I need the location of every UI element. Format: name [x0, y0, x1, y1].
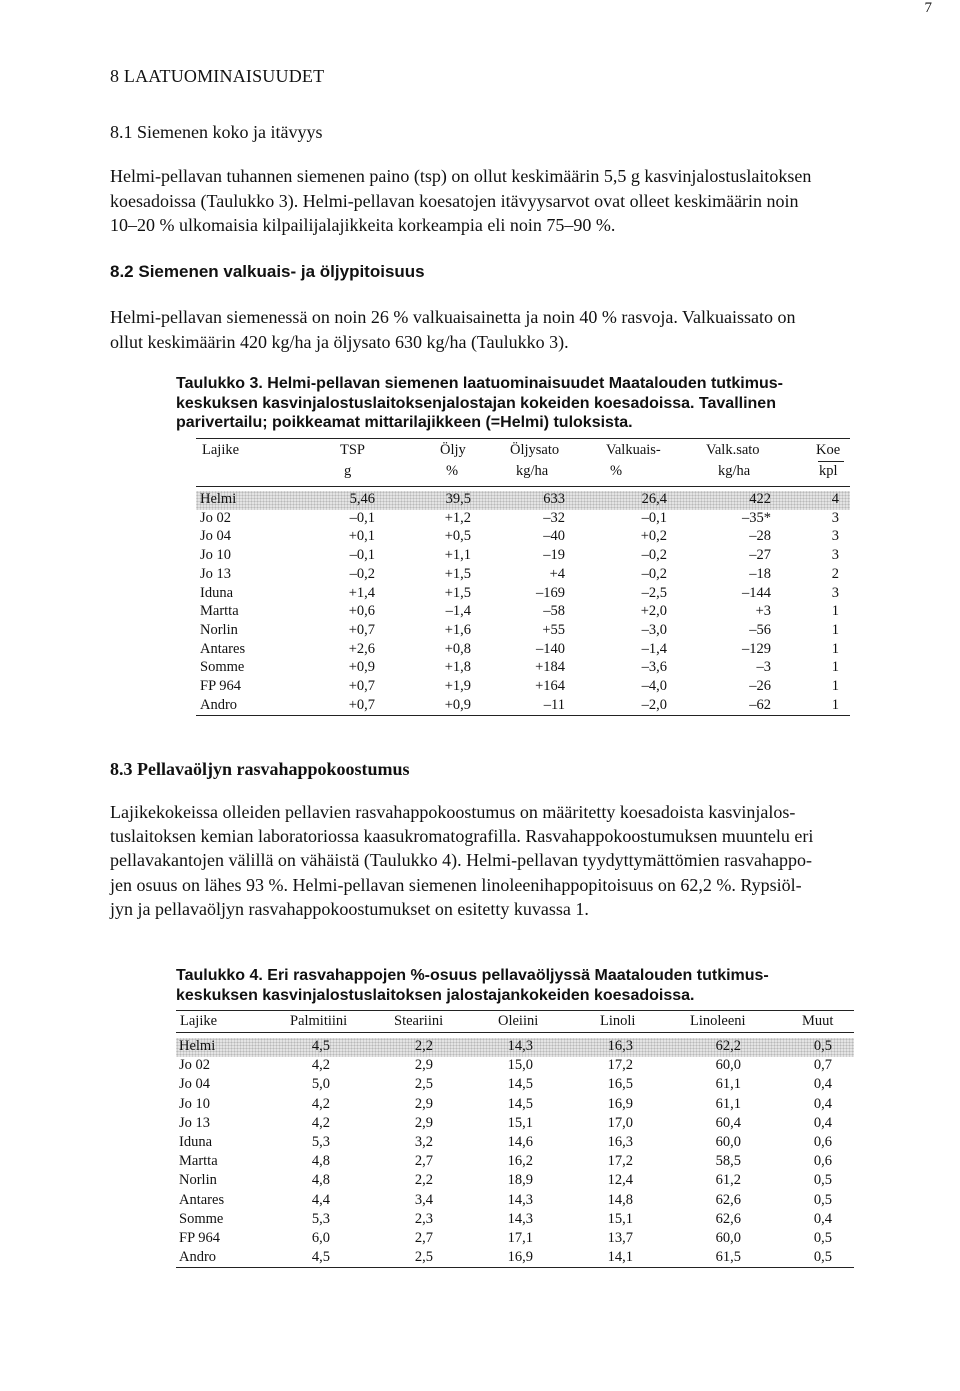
row-label-cell: Jo 10 — [179, 1095, 211, 1112]
value-cell: 14,6 — [507, 1134, 533, 1150]
paragraph-line: jyn ja pellavaöljyn rasvahappokoostumukset on esitetty kuvassa 1. — [110, 898, 589, 919]
value-cell: +0,2 — [640, 528, 667, 545]
value-cell: –1,4 — [641, 640, 667, 657]
row-label-cell: Helmi — [200, 491, 237, 507]
table-bottom-rule — [176, 1267, 854, 1268]
value-cell: 60,4 — [715, 1114, 741, 1131]
value-cell: –26 — [749, 678, 771, 694]
value-cell: 14,3 — [507, 1210, 533, 1227]
value-cell: 61,2 — [715, 1172, 741, 1189]
value-cell: –62 — [749, 696, 771, 713]
value-cell: 0,5 — [813, 1172, 832, 1189]
value-cell: –19 — [543, 547, 565, 564]
table-header-rule — [196, 486, 850, 487]
paragraph-line: pellavakantojen välillä on vähäistä (Taulukko 4). Helmi-pellavan tyydyttymättömien rasvahappo- — [110, 850, 813, 871]
paragraph-line: 10–20 % ulkomaisia kilpailijalajikkeita korkeampia eli noin 75–90 %. — [110, 215, 616, 235]
value-cell: –3 — [756, 659, 771, 676]
value-cell: 3 — [831, 547, 839, 564]
value-cell: 5,3 — [311, 1134, 330, 1150]
value-cell: –35* — [742, 509, 771, 526]
unit-cell: g — [344, 463, 352, 479]
value-cell: 14,5 — [507, 1095, 533, 1112]
value-cell: 2,2 — [414, 1038, 433, 1054]
value-cell: +2,6 — [348, 640, 375, 657]
value-cell: 62,6 — [715, 1191, 741, 1208]
value-cell: 1 — [831, 659, 839, 676]
table-row — [176, 1230, 854, 1249]
section-8-2-paragraph — [110, 305, 940, 354]
value-cell: 4,5 — [311, 1038, 330, 1054]
value-cell: 4,4 — [311, 1191, 330, 1208]
row-label-cell: Somme — [200, 659, 245, 676]
value-cell: –2,5 — [641, 584, 667, 601]
row-label-cell: Antares — [179, 1191, 225, 1208]
value-cell: 60,0 — [715, 1057, 741, 1074]
value-cell: +0,8 — [444, 640, 471, 657]
row-label-cell: Norlin — [179, 1172, 217, 1189]
value-cell: +0,7 — [348, 621, 375, 638]
value-cell: 3 — [831, 509, 839, 526]
value-cell: 14,1 — [607, 1249, 633, 1266]
value-cell: 0,5 — [813, 1230, 832, 1246]
value-cell: 58,5 — [715, 1153, 741, 1170]
unit-cell: kpl — [819, 463, 838, 479]
unit-cell: % — [446, 463, 459, 479]
table-4 — [176, 1008, 854, 1270]
row-label-cell: Somme — [179, 1210, 224, 1227]
value-cell: 15,1 — [507, 1114, 533, 1131]
value-cell: 17,0 — [607, 1114, 633, 1131]
value-cell: 17,2 — [607, 1153, 633, 1170]
value-cell: 2,5 — [414, 1249, 433, 1266]
value-cell: 39,5 — [445, 491, 471, 507]
value-cell: 4,2 — [311, 1095, 330, 1112]
value-cell: –27 — [749, 547, 771, 564]
value-cell: –11 — [543, 696, 565, 713]
value-cell: 1 — [831, 640, 839, 657]
row-label-cell: Iduna — [179, 1134, 213, 1150]
value-cell: 4,8 — [311, 1153, 330, 1170]
value-cell: +1,4 — [348, 584, 375, 601]
value-cell: 5,46 — [349, 491, 375, 507]
table-header-row — [196, 442, 850, 460]
row-label-cell: Jo 04 — [179, 1076, 211, 1093]
table-row — [196, 641, 850, 660]
value-cell: 2,5 — [414, 1076, 433, 1093]
header-cell: TSP — [340, 442, 365, 458]
value-cell: 0,5 — [813, 1038, 832, 1054]
value-cell: 0,4 — [813, 1210, 832, 1227]
value-cell: 14,3 — [507, 1038, 533, 1054]
table-row — [176, 1211, 854, 1230]
caption-line: keskuksen kasvinjalostuslaitoksen jalostajankokeiden koesadoissa. — [176, 986, 695, 1004]
row-label-cell: Antares — [200, 640, 246, 657]
header-cell: Palmitiini — [290, 1013, 348, 1029]
value-cell: 1 — [831, 621, 839, 638]
table-row — [196, 622, 850, 641]
value-cell: 633 — [543, 491, 565, 507]
header-cell: Lajike — [202, 442, 240, 458]
value-cell: 3 — [831, 528, 839, 545]
value-cell: +2,0 — [640, 603, 667, 620]
value-cell: –0,1 — [349, 509, 375, 526]
value-cell: 15,0 — [507, 1057, 533, 1074]
value-cell: 2,3 — [414, 1210, 433, 1227]
table-row — [176, 1038, 854, 1057]
value-cell: 14,3 — [507, 1191, 533, 1208]
header-cell: Muut — [802, 1013, 834, 1029]
value-cell: 2,9 — [414, 1057, 433, 1074]
table-row — [196, 697, 850, 716]
value-cell: 60,0 — [715, 1134, 741, 1150]
header-cell: Oleiini — [498, 1013, 539, 1029]
section-8-3-paragraph — [110, 800, 940, 921]
value-cell: 5,3 — [311, 1210, 330, 1227]
value-cell: +0,9 — [348, 659, 375, 676]
table-row — [176, 1172, 854, 1191]
value-cell: 0,6 — [813, 1153, 832, 1170]
row-label-cell: Jo 02 — [200, 509, 232, 526]
table-row — [196, 528, 850, 547]
section-8-2-title: 8.2 Siemenen valkuais- ja öljypitoisuus — [110, 262, 425, 281]
value-cell: 14,8 — [607, 1191, 633, 1208]
value-cell: +3 — [755, 603, 771, 620]
value-cell: 2,9 — [414, 1114, 433, 1131]
value-cell: 12,4 — [607, 1172, 633, 1189]
paragraph-line: tuslaitoksen kemian laboratoriossa kaasukromatografilla. Rasvahappokoostumuksen muuntelu eri — [110, 826, 814, 847]
value-cell: +0,1 — [348, 528, 375, 545]
value-cell: –4,0 — [641, 678, 667, 694]
value-cell: –18 — [749, 565, 771, 582]
caption-line: keskuksen kasvinjalostuslaitoksenjalostajan kokeiden koesadoissa. Tavallinen — [176, 394, 776, 412]
value-cell: +4 — [549, 565, 565, 582]
header-cell: Öljy — [440, 442, 466, 458]
value-cell: 16,9 — [507, 1249, 533, 1266]
value-cell: 16,3 — [607, 1038, 633, 1054]
value-cell: 4,2 — [311, 1057, 330, 1074]
value-cell: 0,6 — [813, 1134, 832, 1150]
unit-cell: % — [610, 463, 623, 479]
value-cell: –0,2 — [641, 547, 667, 564]
value-cell: +0,7 — [348, 696, 375, 713]
table-row — [176, 1096, 854, 1115]
value-cell: –40 — [543, 528, 565, 545]
value-cell: 1 — [831, 696, 839, 713]
value-cell: 62,6 — [715, 1210, 741, 1227]
section-8-1-paragraph — [110, 164, 940, 238]
value-cell: +0,6 — [348, 603, 375, 620]
table-units-row — [196, 463, 850, 481]
table-row — [176, 1249, 854, 1268]
value-cell: 5,0 — [311, 1076, 330, 1093]
value-cell: 13,7 — [607, 1230, 633, 1246]
table-top-rule — [176, 1010, 854, 1011]
value-cell: 14,5 — [507, 1076, 533, 1093]
row-label-cell: Helmi — [179, 1038, 216, 1054]
value-cell: 16,3 — [607, 1134, 633, 1150]
value-cell: –0,1 — [349, 547, 375, 564]
chapter-heading: 8 LAATUOMINAISUUDET — [110, 66, 325, 86]
paragraph-line: Helmi-pellavan siemenessä on noin 26 % valkuaisainetta ja noin 40 % rasvoja. Valkuaissato on — [110, 307, 796, 327]
value-cell: 16,2 — [507, 1153, 533, 1170]
row-label-cell: Jo 13 — [200, 565, 232, 582]
value-cell: 0,4 — [813, 1114, 832, 1131]
value-cell: 61,5 — [715, 1249, 741, 1266]
row-label-cell: Jo 04 — [200, 528, 232, 545]
header-cell: Steariini — [394, 1013, 444, 1029]
header-cell: Valk.sato — [706, 442, 760, 458]
paragraph-line: jen osuus on lähes 93 %. Helmi-pellavan siemenen linoleenihappopitoisuus on 62,2 %. Rypsiöl- — [110, 874, 802, 895]
value-cell: +0,5 — [444, 528, 471, 545]
table-row — [196, 510, 850, 529]
value-cell: +1,5 — [444, 565, 471, 582]
paragraph-line: ollut keskimäärin 420 kg/ha ja öljysato 630 kg/ha (Taulukko 3). — [110, 331, 569, 352]
row-label-cell: Norlin — [200, 621, 238, 638]
row-label-cell: Andro — [179, 1249, 217, 1266]
value-cell: 2 — [831, 565, 839, 582]
header-cell: Linoleeni — [690, 1013, 746, 1029]
table-row — [176, 1153, 854, 1172]
value-cell: 2,2 — [414, 1172, 433, 1189]
value-cell: –0,2 — [349, 565, 375, 582]
value-cell: +184 — [535, 659, 565, 676]
value-cell: 0,5 — [813, 1249, 832, 1266]
table-row — [196, 678, 850, 697]
section-8-3-title: 8.3 Pellavaöljyn rasvahappokoostumus — [110, 759, 410, 779]
value-cell: 17,1 — [507, 1230, 533, 1246]
value-cell: –2,0 — [641, 696, 667, 713]
table-row — [176, 1076, 854, 1095]
value-cell: 16,9 — [607, 1095, 633, 1112]
value-cell: 2,9 — [414, 1095, 433, 1112]
row-label-cell: Jo 10 — [200, 547, 232, 564]
caption-line: Taulukko 3. Helmi-pellavan siemenen laatuominaisuudet Maatalouden tutkimus- — [176, 375, 783, 392]
value-cell: +0,9 — [444, 696, 471, 713]
value-cell: 422 — [749, 491, 771, 507]
table-row — [196, 603, 850, 622]
header-cell: Valkuais- — [606, 442, 661, 458]
value-cell: 4 — [831, 491, 839, 507]
table-row — [176, 1115, 854, 1134]
value-cell: 0,5 — [813, 1191, 832, 1208]
row-label-cell: FP 964 — [200, 678, 241, 694]
table-row — [176, 1192, 854, 1211]
table-header-rule — [176, 1032, 854, 1033]
caption-line: Taulukko 4. Eri rasvahappojen %-osuus pellavaöljyssä Maatalouden tutkimus- — [176, 967, 769, 984]
table-bottom-rule — [196, 715, 850, 716]
table-header-row — [176, 1013, 854, 1031]
value-cell: –0,2 — [641, 565, 667, 582]
value-cell: –169 — [536, 584, 565, 601]
value-cell: –1,4 — [445, 603, 471, 620]
row-label-cell: Martta — [200, 603, 239, 620]
value-cell: +1,9 — [444, 678, 471, 694]
value-cell: +1,2 — [444, 509, 471, 526]
value-cell: –3,6 — [641, 659, 667, 676]
value-cell: +1,6 — [444, 621, 471, 638]
value-cell: 4,8 — [311, 1172, 330, 1189]
caption-line: parivertailu; poikkeamat mittarilajikkeen (=Helmi) tuloksista. — [176, 414, 633, 431]
value-cell: 1 — [831, 603, 839, 620]
value-cell: +0,7 — [348, 678, 375, 694]
table-row — [196, 585, 850, 604]
value-cell: 1 — [831, 678, 839, 694]
value-cell: +1,1 — [444, 547, 471, 564]
row-label-cell: Martta — [179, 1153, 218, 1170]
value-cell: 16,5 — [607, 1076, 633, 1093]
unit-cell: kg/ha — [718, 463, 751, 479]
section-8-1-title: 8.1 Siemenen koko ja itävyys — [110, 122, 323, 142]
table-row — [196, 659, 850, 678]
page-number: 7 — [924, 0, 932, 16]
header-cell: Öljysato — [510, 442, 560, 458]
row-label-cell: Jo 02 — [179, 1057, 211, 1074]
table-row — [176, 1134, 854, 1153]
value-cell: –58 — [543, 603, 565, 620]
value-cell: –140 — [536, 640, 565, 657]
table-3 — [196, 436, 850, 718]
table-3-caption — [176, 374, 783, 433]
value-cell: 3,4 — [414, 1191, 433, 1208]
value-cell: +1,8 — [444, 659, 471, 676]
row-label-cell: Jo 13 — [179, 1114, 211, 1131]
value-cell: 2,7 — [414, 1153, 433, 1170]
table-4-caption — [176, 966, 769, 1005]
unit-cell: kg/ha — [516, 463, 549, 479]
value-cell: +55 — [542, 621, 565, 638]
value-cell: 62,2 — [715, 1038, 741, 1054]
value-cell: 0,4 — [813, 1076, 832, 1093]
value-cell: 4,5 — [311, 1249, 330, 1266]
table-top-rule — [196, 438, 850, 439]
header-cell: Koe — [816, 442, 841, 458]
value-cell: 26,4 — [641, 491, 667, 507]
value-cell: 4,2 — [311, 1114, 330, 1131]
header-cell: Linoli — [600, 1013, 636, 1029]
header-cell: Lajike — [180, 1013, 218, 1029]
value-cell: 61,1 — [715, 1076, 741, 1093]
table-row — [176, 1057, 854, 1076]
value-cell: 60,0 — [715, 1230, 741, 1246]
row-label-cell: FP 964 — [179, 1230, 220, 1246]
value-cell: –129 — [742, 640, 771, 657]
value-cell: –32 — [543, 509, 565, 526]
value-cell: –28 — [749, 528, 771, 545]
koe-underline — [818, 461, 844, 462]
row-label-cell: Iduna — [200, 584, 234, 601]
value-cell: 3,2 — [414, 1134, 433, 1150]
value-cell: 18,9 — [507, 1172, 533, 1189]
value-cell: 6,0 — [311, 1230, 330, 1246]
paragraph-line: Helmi-pellavan tuhannen siemenen paino (tsp) on ollut keskimäärin 5,5 g kasvinjalostuslaitoksen — [110, 166, 812, 186]
value-cell: 17,2 — [607, 1057, 633, 1074]
value-cell: 3 — [831, 584, 839, 601]
table-row — [196, 566, 850, 585]
table-row — [196, 547, 850, 566]
table-row — [196, 491, 850, 510]
value-cell: +1,5 — [444, 584, 471, 601]
value-cell: –56 — [749, 621, 771, 638]
value-cell: 2,7 — [414, 1230, 433, 1246]
value-cell: –3,0 — [641, 621, 667, 638]
value-cell: 0,7 — [813, 1057, 832, 1074]
value-cell: 0,4 — [813, 1095, 832, 1112]
paragraph-line: koesadoissa (Taulukko 3). Helmi-pellavan koesatojen itävyysarvot ovat olleet keskimäärin noin — [110, 190, 799, 211]
value-cell: +164 — [535, 678, 565, 694]
value-cell: 61,1 — [715, 1095, 741, 1112]
value-cell: –144 — [742, 584, 771, 601]
value-cell: 15,1 — [607, 1210, 633, 1227]
value-cell: –0,1 — [641, 509, 667, 526]
row-label-cell: Andro — [200, 696, 238, 713]
paragraph-line: Lajikekokeissa olleiden pellavien rasvahappokoostumus on määritetty koesadoista kasvinjalos- — [110, 802, 796, 822]
